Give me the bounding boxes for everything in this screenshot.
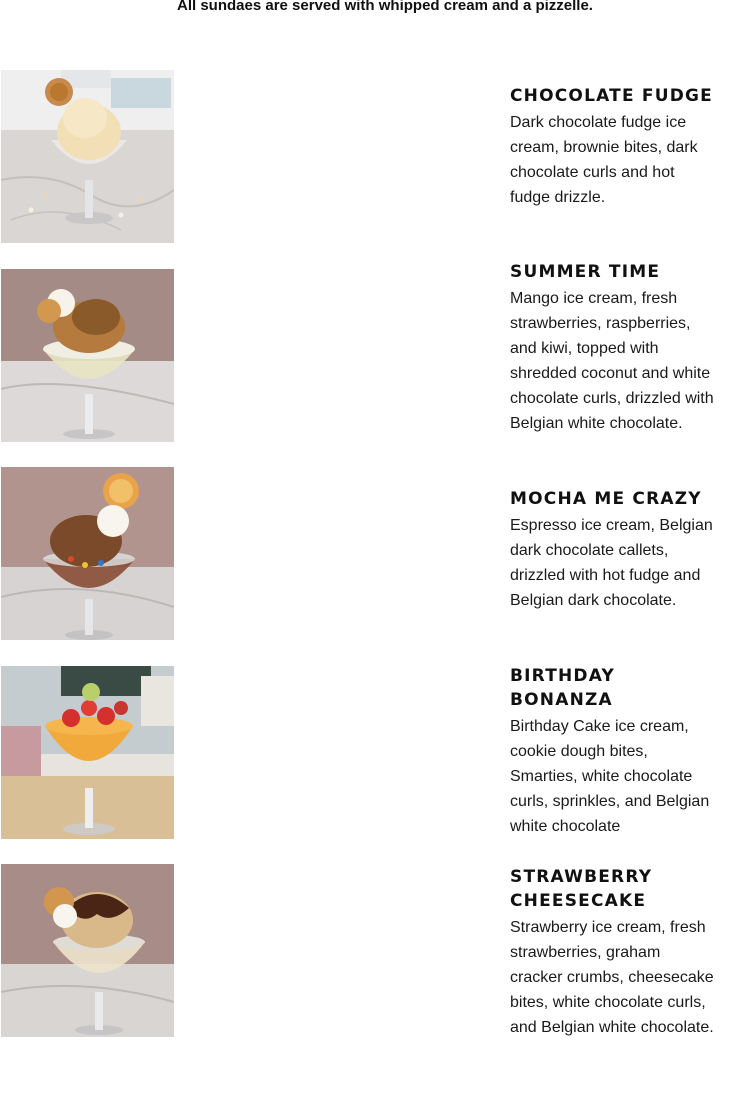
- mocha-me-crazy-sundae-photo: [1, 467, 174, 640]
- strawberry-cheesecake-sundae-photo: [1, 864, 174, 1037]
- menu-item-title: BIRTHDAY BONANZA: [510, 666, 615, 710]
- menu-item-description: Mango ice cream, fresh strawberries, raspberries, and kiwi, topped with shredded coconut and white chocolate curls, drizzled with Belgian white chocolate.: [510, 290, 714, 432]
- menu-item: [510, 865, 715, 1040]
- chocolate-fudge-sundae-photo: [1, 70, 174, 243]
- menu-item-description: Espresso ice cream, Belgian dark chocolate callets, drizzled with hot fudge and Belgian dark chocolate.: [510, 517, 713, 609]
- menu-item: [510, 664, 715, 839]
- menu-item: [510, 487, 715, 613]
- menu-item-title: STRAWBERRY CHEESECAKE: [510, 867, 653, 911]
- menu-item: [510, 84, 715, 210]
- intro-note: All sundaes are served with whipped cream and a pizzelle.: [177, 0, 593, 14]
- menu-item: [510, 260, 715, 436]
- menu-item-title: MOCHA ME CRAZY: [510, 489, 702, 509]
- menu-item-description: Birthday Cake ice cream, cookie dough bites, Smarties, white chocolate curls, sprinkles, and Belgian white chocolate: [510, 718, 710, 835]
- menu-item-title: CHOCOLATE FUDGE: [510, 86, 713, 106]
- birthday-bonanza-sundae-photo: [1, 666, 174, 839]
- menu-item-description: Dark chocolate fudge ice cream, brownie bites, dark chocolate curls and hot fudge drizzle.: [510, 114, 698, 206]
- menu-item-description: Strawberry ice cream, fresh strawberries, graham cracker crumbs, cheesecake bites, white chocolate curls, and Belgian white chocolate.: [510, 919, 714, 1036]
- menu-item-title: SUMMER TIME: [510, 262, 661, 282]
- summer-time-sundae-photo: [1, 269, 174, 442]
